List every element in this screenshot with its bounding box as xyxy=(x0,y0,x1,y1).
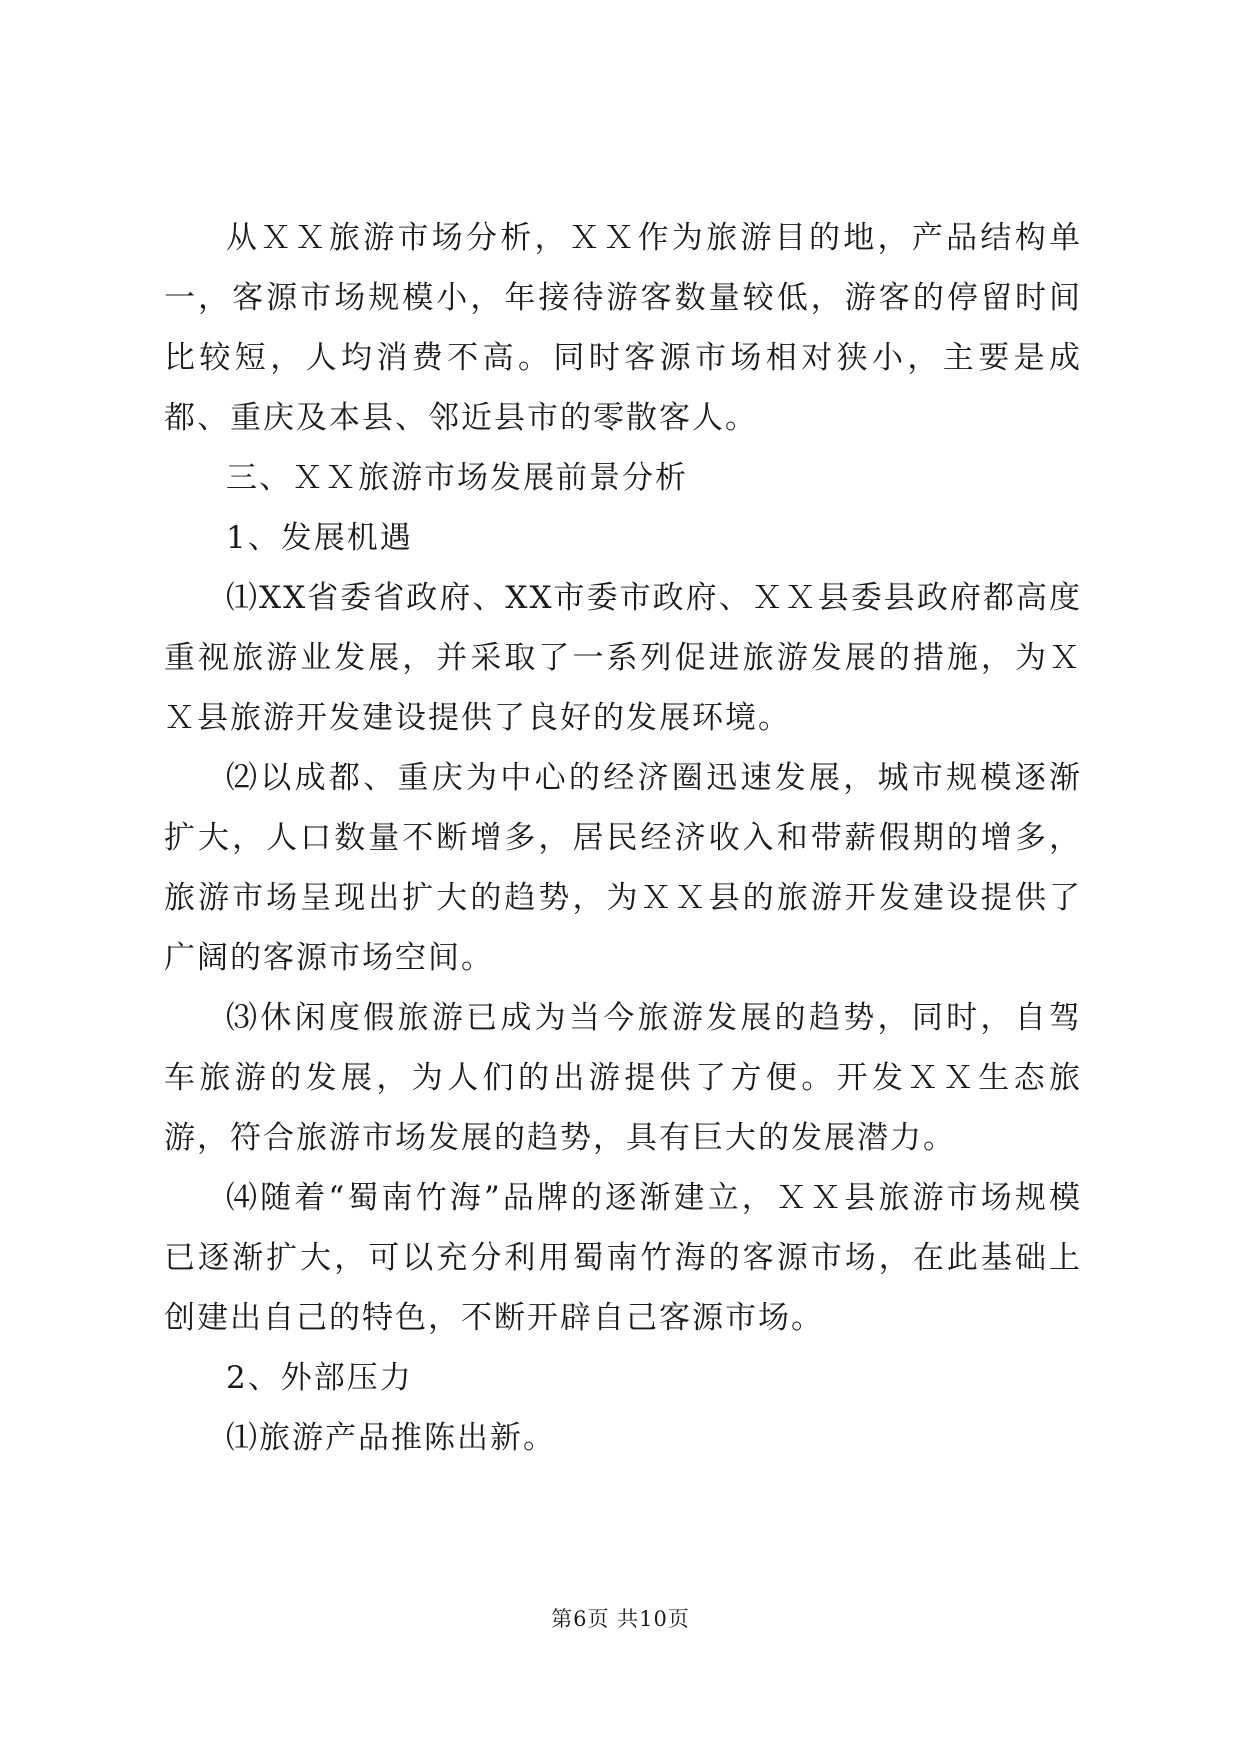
document-body xyxy=(164,208,1082,1468)
subheading-opportunities: 1、发展机遇 xyxy=(226,520,413,556)
paragraph-opportunity-2: ⑵以成都、重庆为中心的经济圈迅速发展，城市规模逐渐扩大，人口数量不断增多，居民经济收入和带薪假期的增多，旅游市场呈现出扩大的趋势，为ＸＸ县的旅游开发建设提供了广阔的客源市场空间。 xyxy=(164,760,1082,976)
paragraph-opportunity-3: ⑶休闲度假旅游已成为当今旅游发展的趋势，同时，自驾车旅游的发展，为人们的出游提供了方便。开发ＸＸ生态旅游，符合旅游市场发展的趋势，具有巨大的发展潜力。 xyxy=(164,1000,1082,1156)
subheading-external-pressure: 2、外部压力 xyxy=(226,1360,413,1396)
paragraph-opportunity-4: ⑷随着“蜀南竹海”品牌的逐渐建立，ＸＸ县旅游市场规模已逐渐扩大，可以充分利用蜀南竹海的客源市场，在此基础上创建出自己的特色，不断开辟自己客源市场。 xyxy=(164,1180,1082,1336)
page-number-footer: 第6页 共10页 xyxy=(551,1607,690,1631)
paragraph-pressure-1: ⑴旅游产品推陈出新。 xyxy=(226,1420,556,1456)
paragraph-market-analysis: 从ＸＸ旅游市场分析，ＸＸ作为旅游目的地，产品结构单一，客源市场规模小，年接待游客数量较低，游客的停留时间比较短，人均消费不高。同时客源市场相对狭小，主要是成都、重庆及本县、邻近县市的零散客人。 xyxy=(164,220,1082,436)
section-heading-prospects: 三、ＸＸ旅游市场发展前景分析 xyxy=(226,460,688,496)
paragraph-opportunity-1: ⑴XX省委省政府、XX市委市政府、ＸＸ县委县政府都高度重视旅游业发展，并采取了一系列促进旅游发展的措施，为ＸＸ县旅游开发建设提供了良好的发展环境。 xyxy=(164,580,1082,736)
